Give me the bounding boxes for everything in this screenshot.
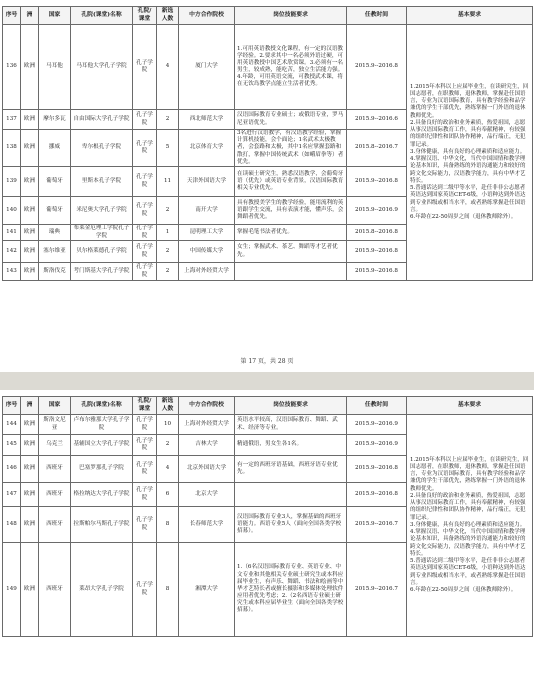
cell-no: 140 — [3, 197, 21, 225]
cell-no: 147 — [3, 483, 21, 507]
cell-partner: 南开大学 — [179, 197, 235, 225]
cell-institute-name: 格拉纳达大学孔子学院 — [71, 483, 133, 507]
header-skills: 岗位技能要求 — [235, 7, 347, 25]
cell-period: 2015.9--2016.7 — [347, 543, 407, 637]
cell-skills: 英语水平较高，汉语国际教育、舞蹈、武术、经济等专业。 — [235, 415, 347, 435]
header-count: 新选人数 — [157, 397, 179, 415]
cell-country: 乌克兰 — [39, 435, 71, 456]
cell-continent: 欧洲 — [21, 483, 39, 507]
cell-continent: 欧洲 — [21, 241, 39, 263]
cell-skills: 3名进行汉语教学，有汉语教学经验，掌握计算机技能，会个面论；1名武术太极教者，会套路和太极，其中1名应掌握套路和散打，掌握中国传统武术（如峨眉拳等）者优先。 — [235, 130, 347, 167]
header-country: 国家 — [39, 397, 71, 415]
cell-partner: 吉林大学 — [179, 435, 235, 456]
cell-skills — [235, 263, 347, 281]
cell-skills: 汉语国际教育专业3人，掌握基础的西班牙语能力。西语专业5人（面向全国各类学校招募）。 — [235, 507, 347, 543]
cell-skills: 精通俄语，男女生各1名。 — [235, 435, 347, 456]
cell-count: 2 — [157, 110, 179, 130]
cell-institute-name: 里斯本孔子学院 — [71, 167, 133, 197]
cell-period: 2015.9--2016.8 — [347, 241, 407, 263]
cell-partner: 昆明理工大学 — [179, 225, 235, 241]
cell-partner: 上海对外经贸大学 — [179, 263, 235, 281]
cell-type: 孔子学院 — [133, 197, 157, 225]
table-row — [3, 415, 533, 435]
cell-partner: 中国传媒大学 — [179, 241, 235, 263]
cell-continent: 欧洲 — [21, 225, 39, 241]
header-partner: 中方合作院校 — [179, 7, 235, 25]
cell-continent: 欧洲 — [21, 130, 39, 167]
cell-continent: 欧洲 — [21, 110, 39, 130]
cell-partner: 北京大学 — [179, 483, 235, 507]
cell-no: 137 — [3, 110, 21, 130]
cell-period: 2015.9--2016.8 — [347, 167, 407, 197]
cell-country: 塞尔维亚 — [39, 241, 71, 263]
table-header-row — [3, 7, 533, 25]
cell-type: 孔子学院 — [133, 110, 157, 130]
cell-period: 2015.9--2016.8 — [347, 456, 407, 483]
cell-continent: 欧洲 — [21, 507, 39, 543]
cell-count: 2 — [157, 435, 179, 456]
cell-skills: 1.可用英语教授文化课程，有一定的汉语教学经验。2.要求其中一名必须外语过硬，可用英语教授中国艺术欣赏课。3.必须有一名男生，较成熟，能吃苦，独立生活能力强。4.年龄，可用英语交流，可教授武术课，将在无饮岛教学点能立生活者优秀。 — [235, 25, 347, 110]
cell-partner: 西北师范大学 — [179, 110, 235, 130]
cell-period: 2015.9--2016.7 — [347, 507, 407, 543]
header-count: 新选人数 — [157, 7, 179, 25]
cell-institute-name: 贝尔格莱德孔子学院 — [71, 241, 133, 263]
cell-count: 2 — [157, 241, 179, 263]
cell-partner: 北京外国语大学 — [179, 456, 235, 483]
header-continent: 洲 — [21, 397, 39, 415]
cell-country: 斯洛文尼亚 — [39, 415, 71, 435]
cell-type: 孔子学院 — [133, 435, 157, 456]
cell-country: 挪威 — [39, 130, 71, 167]
cell-country: 葡萄牙 — [39, 167, 71, 197]
cell-institute-name: 马耳他大学孔子学院 — [71, 25, 133, 110]
cell-skills: 女生；掌握武术、茶艺、舞蹈等才艺者优先。 — [235, 241, 347, 263]
cell-continent: 欧洲 — [21, 25, 39, 110]
cell-continent: 欧洲 — [21, 415, 39, 435]
cell-type: 孔子学院 — [133, 25, 157, 110]
header-no: 序号 — [3, 397, 21, 415]
cell-period: 2015.9--2016.9 — [347, 197, 407, 225]
cell-period: 2015.8--2016.7 — [347, 130, 407, 167]
cell-continent: 欧洲 — [21, 456, 39, 483]
cell-partner: 天津外国语大学 — [179, 167, 235, 197]
cell-institute-name: 拉斯帕尔马斯孔子学院 — [71, 507, 133, 543]
header-no: 序号 — [3, 7, 21, 25]
cell-type: 孔子学院 — [133, 130, 157, 167]
header-type: 孔院/课堂 — [133, 7, 157, 25]
cell-partner: 长春师范大学 — [179, 507, 235, 543]
cell-country: 西班牙 — [39, 543, 71, 637]
cell-partner: 湘潭大学 — [179, 543, 235, 637]
cell-no: 144 — [3, 415, 21, 435]
cell-institute-name: 米尼奥大学孔子学院 — [71, 197, 133, 225]
cell-type: 孔子学院 — [133, 507, 157, 543]
cell-count: 8 — [157, 507, 179, 543]
cell-no: 136 — [3, 25, 21, 110]
header-continent: 洲 — [21, 7, 39, 25]
cell-institute-name: 莱昂大学孔子学院 — [71, 543, 133, 637]
cell-skills: 1.（6名汉语国际教育专业、英语专业、中文专业和其他相关专业硕士研究生或本科应届毕业生，有声乐、舞蹈、书法和绘画等中华才艺特长者或擅长摄影和多媒体处理软件应用者优先考虑；2.（2名西语专业硕士研究生或本科应届毕业生（面向全国各类学校招募）。 — [235, 543, 347, 637]
cell-period: 2015.9--2016.9 — [347, 415, 407, 435]
cell-count: 2 — [157, 197, 179, 225]
cell-count: 10 — [157, 415, 179, 435]
cell-no: 139 — [3, 167, 21, 197]
header-partner: 中方合作院校 — [179, 397, 235, 415]
header-skills: 岗位技能要求 — [235, 397, 347, 415]
cell-continent: 欧洲 — [21, 167, 39, 197]
cell-basic-requirements: 1.2015年本科以上应届毕业生，在读研究生，回国志愿者，在职教师，退休教师，掌握赴任国语言，专业为汉语国际教育，具有教学经验和品学兼优的学生干部优先，熟练掌握一门外语的退休教师优先。 2.具备良好的政治和业务素质，热爱祖国，志愿从事汉语国际教育工作，具有奉献精神，有较强的组织纪律性和团队协作精神，品行端正，无犯罪记录。 3.身体健康，具有良好的心理素质和适应能力。 4.掌握汉语、中华文化，当代中国国情和教学理论基本知识，具备熟练的外语沟通能力和较好的跨文化交际能力，汉语教学能力，具有中华才艺特长。 5.普通话达到二级甲等水平，赴任非非公志愿者英语达到国家英语CET-6级，小语种达到外语达到专业四级或相当水平，或者熟练掌握赴任国语言。 6.年龄在22-50周岁之间（退休教师除外）。 — [407, 25, 533, 281]
recruitment-table-page-17 — [2, 6, 533, 281]
cell-type: 孔子学院 — [133, 241, 157, 263]
cell-no: 142 — [3, 241, 21, 263]
cell-institute-name: 布莱金厄理工学院孔子学院 — [71, 225, 133, 241]
table-row — [3, 25, 533, 110]
cell-count: 1 — [157, 225, 179, 241]
cell-period: 2015.9--2016.8 — [347, 263, 407, 281]
cell-country: 斯洛伐克 — [39, 263, 71, 281]
header-institute-name: 孔院(课堂)名称 — [71, 7, 133, 25]
cell-type: 孔子学院 — [133, 415, 157, 435]
cell-partner: 上海对外经贸大学 — [179, 415, 235, 435]
cell-type: 孔子学院 — [133, 167, 157, 197]
cell-count: 11 — [157, 167, 179, 197]
cell-continent: 欧洲 — [21, 197, 39, 225]
cell-continent: 欧洲 — [21, 435, 39, 456]
cell-skills: 在读硕士研究生，熟悉汉语教学，会葡萄牙语（优先）或英语专业背景，汉语国际教育相关专业优先。 — [235, 167, 347, 197]
cell-count: 4 — [157, 25, 179, 110]
cell-partner: 北京体育大学 — [179, 130, 235, 167]
cell-period: 2015.9--2016.8 — [347, 483, 407, 507]
cell-skills: 具有教授美学生的教学经验，能用流利的英语跟学生交流，具有表演才能，懂声乐，会舞蹈者优先。 — [235, 197, 347, 225]
cell-period: 2015.9--2016.9 — [347, 435, 407, 456]
cell-no: 146 — [3, 456, 21, 483]
cell-no: 148 — [3, 507, 21, 543]
document-page-18 — [0, 390, 534, 699]
cell-country: 西班牙 — [39, 483, 71, 507]
cell-no: 145 — [3, 435, 21, 456]
header-institute-name: 孔院(课堂)名称 — [71, 397, 133, 415]
cell-continent: 欧洲 — [21, 543, 39, 637]
cell-type: 孔子学院 — [133, 543, 157, 637]
cell-partner: 厦门大学 — [179, 25, 235, 110]
cell-country: 摩尔多瓦 — [39, 110, 71, 130]
cell-no: 143 — [3, 263, 21, 281]
cell-institute-name: 巴塞罗那孔子学院 — [71, 456, 133, 483]
cell-count: 6 — [157, 483, 179, 507]
table-header-row — [3, 397, 533, 415]
cell-count: 8 — [157, 543, 179, 637]
cell-country: 西班牙 — [39, 507, 71, 543]
cell-continent: 欧洲 — [21, 263, 39, 281]
cell-basic-requirements: 1.2015年本科以上应届毕业生，在读研究生，回国志愿者，在职教师，退休教师，掌握赴任国语言，专业为汉语国际教育，具有教学经验和品学兼优的学生干部优先，熟练掌握一门外语的退休教师优先。 2.具备良好的政治和业务素质，热爱祖国，志愿从事汉语国际教育工作，具有奉献精神，有较强的组织纪律性和团队协作精神，品行端正，无犯罪记录。 3.身体健康，具有良好的心理素质和适应能力。 4.掌握汉语、中华文化，当代中国国情和教学理论基本知识，具备熟练的外语沟通能力和较好的跨文化交际能力，汉语教学能力，具有中华才艺特长。 5.普通话达到二级甲等水平，赴任非非公志愿者英语达到国家英语CET-6级，小语种达到外语达到专业四级或相当水平，或者熟练掌握赴任国语言。 6.年龄在22-50周岁之间（退休教师除外）。 — [407, 415, 533, 637]
cell-country: 西班牙 — [39, 456, 71, 483]
cell-count: 5 — [157, 130, 179, 167]
cell-no: 141 — [3, 225, 21, 241]
cell-period: 2015.8--2016.8 — [347, 225, 407, 241]
cell-institute-name: 卢布尔雅那大学孔子学院 — [71, 415, 133, 435]
cell-skills — [235, 483, 347, 507]
cell-skills: 掌握毛笔书法者优先。 — [235, 225, 347, 241]
cell-institute-name: 考门斯基大学孔子学院 — [71, 263, 133, 281]
cell-skills: 汉语国际教育专业硕士；或俄语专业，罗马尼亚语优先。 — [235, 110, 347, 130]
header-basic-requirements: 基本要求 — [407, 7, 533, 25]
cell-count: 2 — [157, 263, 179, 281]
page-footer: 第 17 页，共 28 页 — [240, 358, 294, 365]
cell-type: 孔子学院 — [133, 483, 157, 507]
cell-country: 马耳他 — [39, 25, 71, 110]
cell-type: 孔子学院 — [133, 456, 157, 483]
cell-skills: 有一定的西班牙语基础，西班牙语专业优先。 — [235, 456, 347, 483]
cell-count: 4 — [157, 456, 179, 483]
recruitment-table-page-18 — [2, 396, 533, 637]
cell-institute-name: 基辅国立大学孔子学院 — [71, 435, 133, 456]
header-basic-requirements: 基本要求 — [407, 397, 533, 415]
cell-institute-name: 自由国际大学孔子学院 — [71, 110, 133, 130]
cell-no: 138 — [3, 130, 21, 167]
header-type: 孔院/课堂 — [133, 397, 157, 415]
page-separator — [0, 372, 534, 390]
cell-institute-name: 卑尔根孔子学院 — [71, 130, 133, 167]
header-country: 国家 — [39, 7, 71, 25]
cell-type: 孔子学院 — [133, 263, 157, 281]
cell-period: 2015.9--2016.8 — [347, 25, 407, 110]
cell-no: 149 — [3, 543, 21, 637]
cell-period: 2015.9--2016.6 — [347, 110, 407, 130]
cell-country: 葡萄牙 — [39, 197, 71, 225]
cell-country: 瑞典 — [39, 225, 71, 241]
cell-type: 孔子学院 — [133, 225, 157, 241]
header-period: 任教时间 — [347, 7, 407, 25]
header-period: 任教时间 — [347, 397, 407, 415]
